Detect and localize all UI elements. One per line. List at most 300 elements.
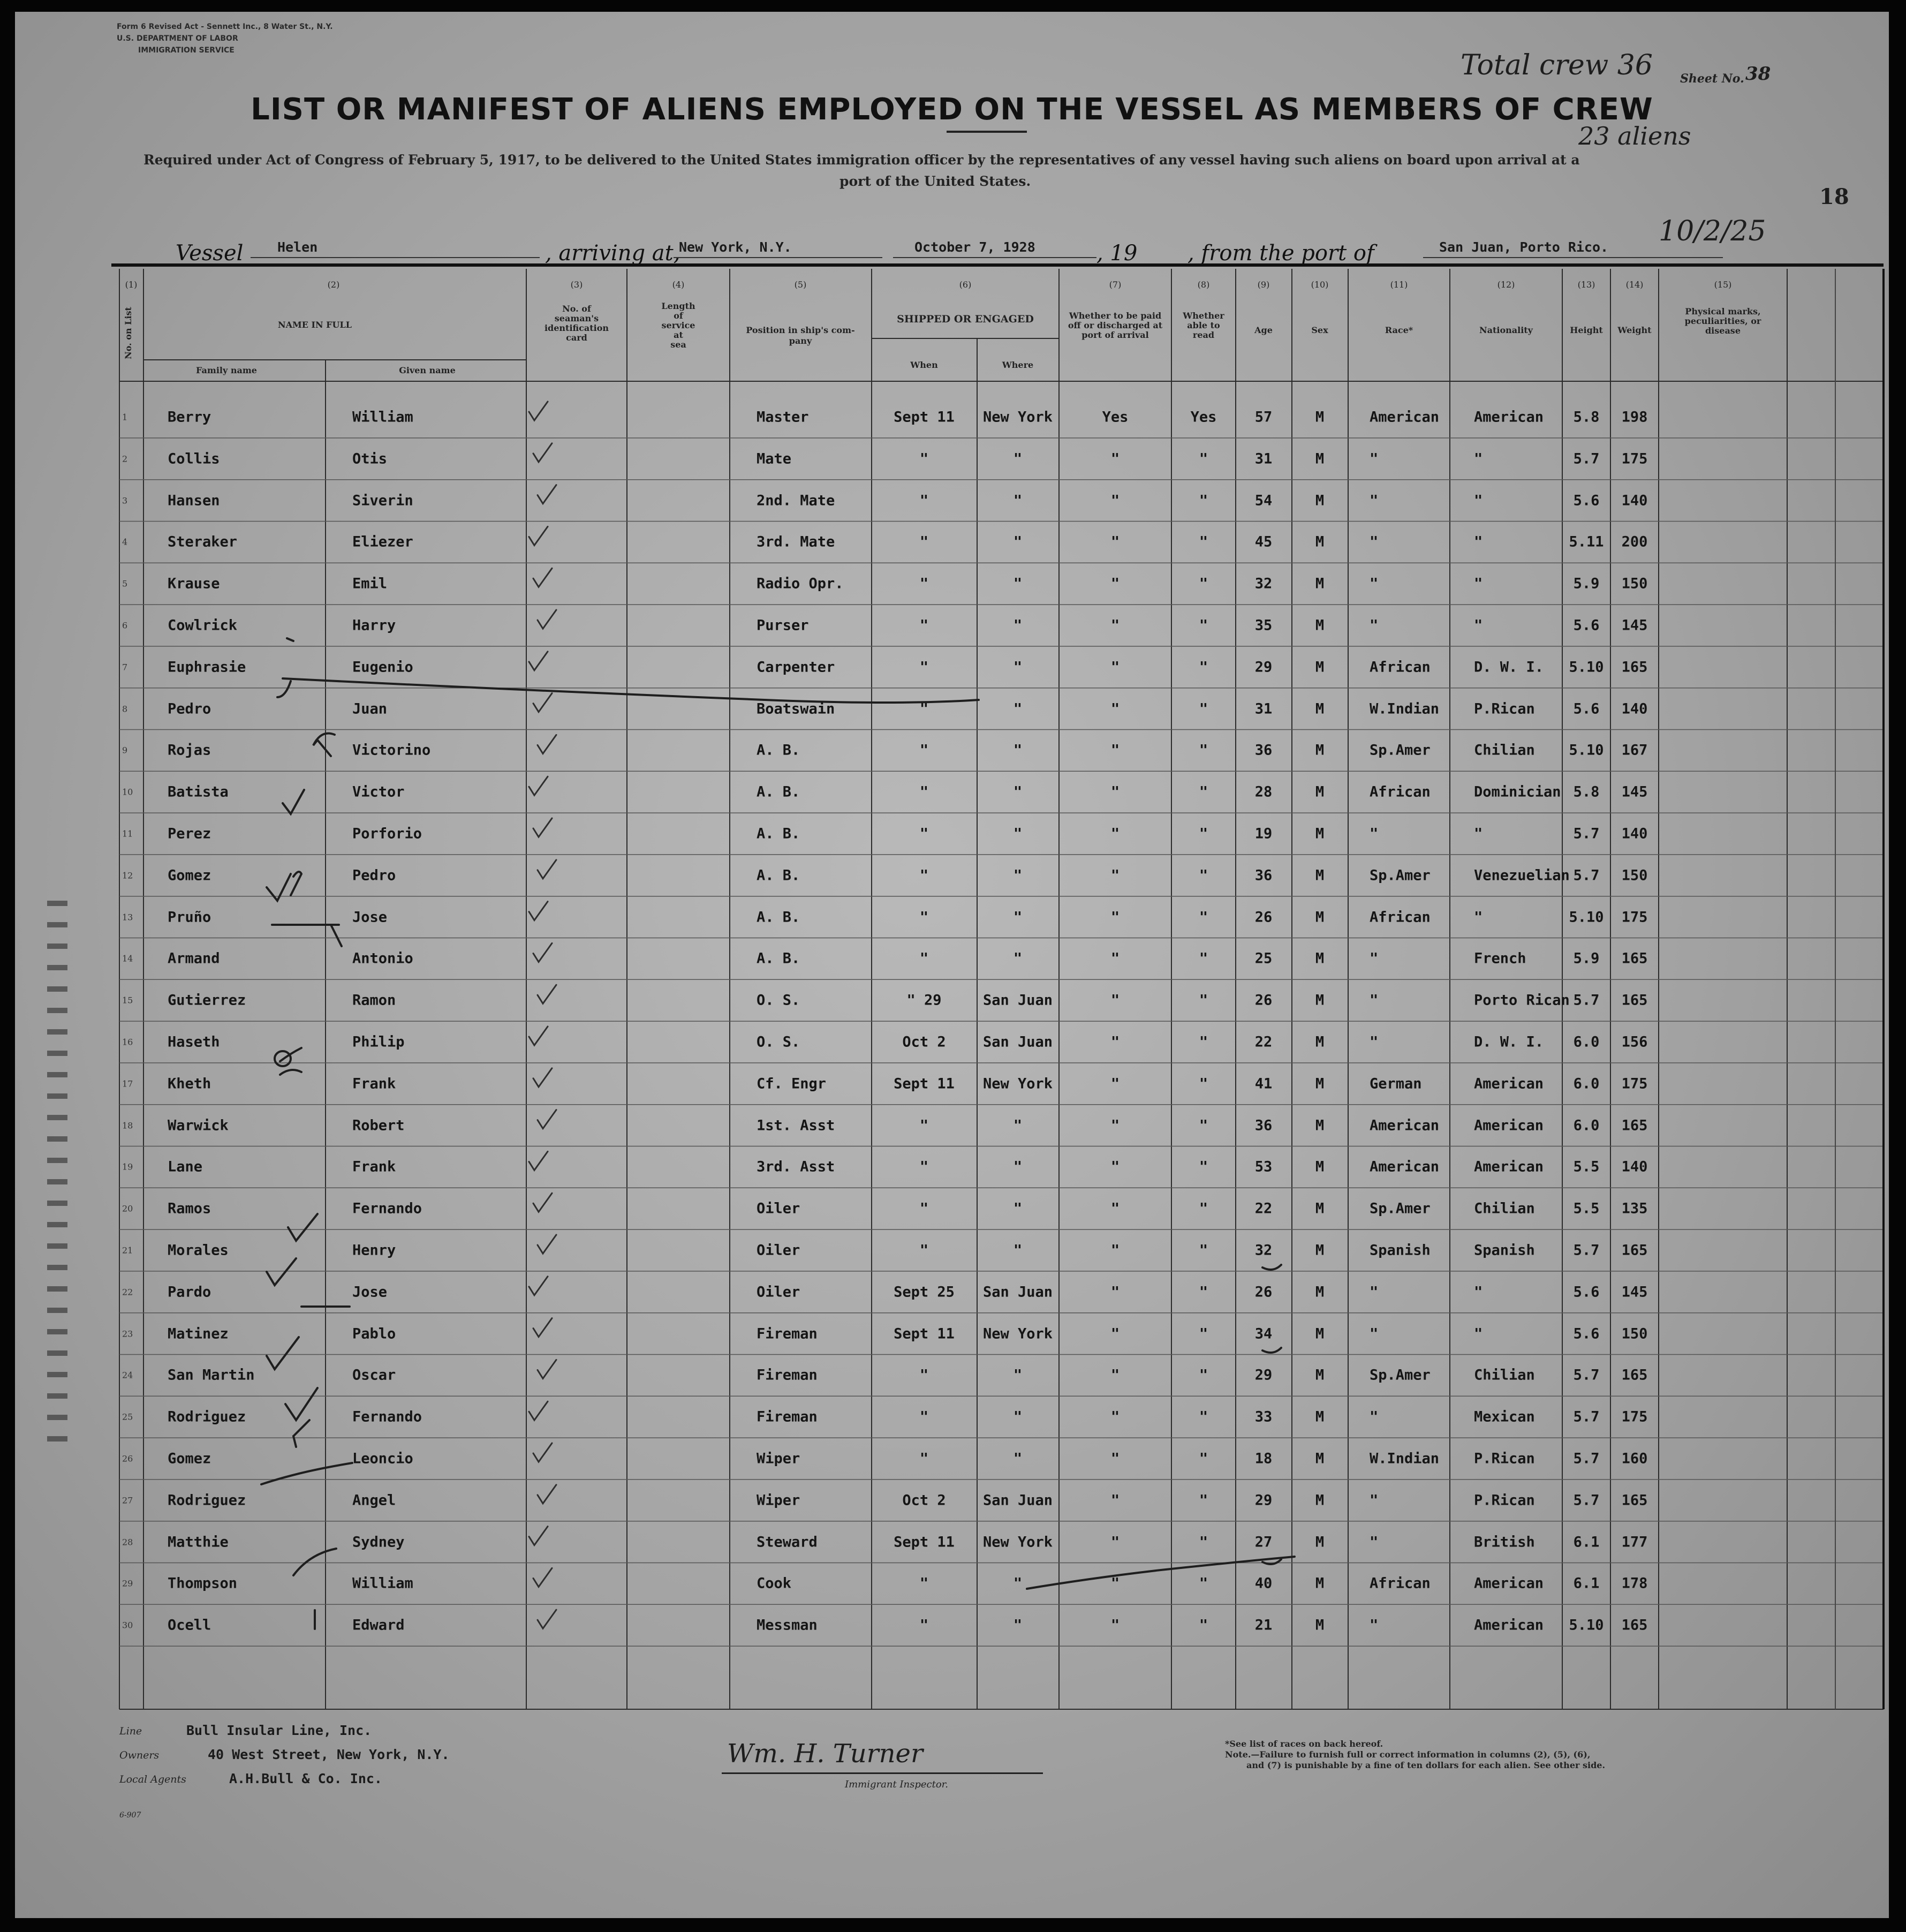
cell-height: 5.5: [1573, 1200, 1600, 1217]
cell-read: ": [1199, 825, 1208, 842]
cell-sex: M: [1315, 409, 1325, 426]
cell-family: Pruño: [168, 909, 211, 926]
cell-age: 21: [1254, 1617, 1273, 1634]
cell-height: 5.5: [1573, 1158, 1600, 1175]
cell-position: A. B.: [757, 742, 800, 759]
row-number: 13: [122, 912, 133, 923]
cell-when: ": [919, 450, 929, 467]
cell-weight: 140: [1621, 492, 1648, 509]
cell-age: 32: [1254, 1242, 1273, 1259]
cell-weight: 150: [1621, 867, 1648, 884]
cell-nationality: ": [1474, 909, 1483, 926]
cell-height: 5.9: [1573, 575, 1600, 592]
cell-where: ": [1013, 1450, 1023, 1467]
cell-weight: 165: [1621, 1492, 1648, 1509]
cell-nationality: Venezuelian: [1474, 867, 1570, 884]
arrival-date: October 7, 1928: [914, 239, 1035, 255]
cell-given: Frank: [352, 1158, 396, 1175]
col-header-id-card-2: seaman's: [554, 313, 599, 323]
cell-weight: 177: [1621, 1534, 1648, 1551]
col-num-11: (11): [1390, 280, 1408, 290]
cell-nationality: Mexican: [1474, 1408, 1535, 1425]
col-header-height: Height: [1570, 325, 1603, 335]
cell-read: ": [1199, 533, 1208, 550]
handwritten-alien-count: 23 aliens: [1578, 122, 1691, 150]
col-header-weight: Weight: [1617, 325, 1652, 335]
cell-race: ": [1370, 1534, 1379, 1551]
col-header-position-1: Position in ship's com-: [746, 325, 855, 335]
cell-paid: ": [1110, 1367, 1120, 1384]
cell-position: A. B.: [757, 909, 800, 926]
page-number: 18: [1819, 184, 1849, 209]
cell-race: Sp.Amer: [1370, 1367, 1431, 1384]
cell-where: ": [1013, 825, 1023, 842]
cell-family: Gomez: [168, 1450, 211, 1467]
col-header-given-name: Given name: [399, 365, 456, 375]
cell-weight: 140: [1621, 1158, 1648, 1175]
cell-race: American: [1370, 1117, 1440, 1134]
cell-age: 36: [1254, 867, 1273, 884]
cell-height: 5.6: [1573, 1325, 1600, 1342]
arriving-port: New York, N.Y.: [679, 239, 792, 255]
cell-weight: 178: [1621, 1575, 1648, 1592]
cell-age: 34: [1254, 1325, 1273, 1342]
cell-weight: 175: [1621, 909, 1648, 926]
cell-nationality: ": [1474, 575, 1483, 592]
cell-read: ": [1199, 1617, 1208, 1634]
cell-when: ": [919, 1367, 929, 1384]
cell-sex: M: [1315, 617, 1325, 634]
cell-family: Ocell: [168, 1617, 211, 1634]
cell-when: ": [919, 575, 929, 592]
col-header-length-2: of: [674, 311, 683, 321]
cell-weight: 140: [1621, 825, 1648, 842]
cell-given: Philip: [352, 1033, 405, 1051]
cell-position: Cook: [757, 1575, 792, 1592]
cell-position: 1st. Asst: [757, 1117, 835, 1134]
cell-where: ": [1013, 700, 1023, 718]
form-number: 6-907: [119, 1811, 141, 1820]
cell-race: Sp.Amer: [1370, 742, 1431, 759]
cell-race: Sp.Amer: [1370, 867, 1431, 884]
cell-family: Perez: [168, 825, 211, 842]
cell-nationality: D. W. I.: [1474, 1033, 1544, 1051]
cell-where: ": [1013, 575, 1023, 592]
cell-where: ": [1013, 783, 1023, 801]
row-number: 17: [122, 1078, 133, 1089]
inspector-signature: Wm. H. Turner: [727, 1739, 923, 1769]
cell-nationality: ": [1474, 533, 1483, 550]
cell-when: ": [919, 1117, 929, 1134]
cell-given: William: [352, 1575, 413, 1592]
cell-family: Hansen: [168, 492, 220, 509]
id-card-checkmark: [533, 818, 552, 837]
row-number: 15: [122, 995, 133, 1006]
cell-height: 6.0: [1573, 1117, 1600, 1134]
row-number: 3: [122, 495, 128, 506]
cell-weight: 165: [1621, 1242, 1648, 1259]
cell-given: Leoncio: [352, 1450, 413, 1467]
cell-race: ": [1370, 450, 1379, 467]
cell-height: 5.7: [1573, 1450, 1600, 1467]
col-num-14: (14): [1625, 280, 1644, 290]
cell-position: Oiler: [757, 1284, 800, 1301]
cell-when: ": [919, 617, 929, 634]
cell-position: Cf. Engr: [757, 1075, 827, 1092]
col-header-paid-off-3: port of arrival: [1081, 330, 1149, 340]
cell-given: Angel: [352, 1492, 396, 1509]
cell-age: 35: [1254, 617, 1273, 634]
col-header-sex: Sex: [1311, 325, 1328, 335]
id-card-checkmark: [529, 1027, 548, 1045]
cell-where: ": [1013, 909, 1023, 926]
cell-read: ": [1199, 617, 1208, 634]
cell-where: San Juan: [982, 1492, 1053, 1509]
cell-age: 18: [1254, 1450, 1273, 1467]
col-num-9: (9): [1257, 280, 1270, 290]
cell-weight: 145: [1621, 783, 1648, 801]
cell-read: ": [1199, 1242, 1208, 1259]
cell-nationality: P.Rican: [1474, 700, 1535, 718]
row-number: 23: [122, 1329, 133, 1339]
id-card-checkmark: [533, 1568, 552, 1587]
cell-where: ": [1013, 742, 1023, 759]
cell-paid: ": [1110, 1200, 1120, 1217]
printer-imprint: Form 6 Revised Act - Sennett Inc., 8 Water St., N.Y.: [117, 22, 333, 31]
cell-when: ": [919, 783, 929, 801]
row-number: 20: [122, 1203, 133, 1214]
cell-sex: M: [1315, 1200, 1325, 1217]
row-number: 27: [122, 1495, 133, 1506]
cell-paid: ": [1110, 1450, 1120, 1467]
cell-race: African: [1370, 659, 1431, 676]
cell-given: Otis: [352, 450, 388, 467]
id-card-checkmark: [533, 1443, 552, 1462]
cell-height: 5.10: [1569, 742, 1604, 759]
cell-height: 5.7: [1573, 992, 1600, 1009]
col-header-no: No. on List: [123, 307, 133, 359]
cell-given: Robert: [352, 1117, 405, 1134]
cell-race: W.Indian: [1370, 1450, 1440, 1467]
agents-value: A.H.Bull & Co. Inc.: [229, 1771, 382, 1786]
cell-sex: M: [1315, 533, 1325, 550]
cell-height: 5.7: [1573, 825, 1600, 842]
id-card-checkmark: [529, 902, 548, 920]
cell-age: 29: [1254, 1367, 1273, 1384]
row-number: 6: [122, 620, 128, 631]
row-number: 5: [122, 578, 128, 589]
cell-nationality: American: [1474, 1617, 1544, 1634]
cell-where: San Juan: [982, 1284, 1053, 1301]
year-label: , 19: [1096, 241, 1138, 266]
cell-age: 36: [1254, 742, 1273, 759]
cell-sex: M: [1315, 450, 1325, 467]
col-num-13: (13): [1577, 280, 1595, 290]
cell-given: Jose: [352, 1284, 388, 1301]
cell-age: 32: [1254, 575, 1273, 592]
cell-family: Rojas: [168, 742, 211, 759]
cell-when: ": [919, 533, 929, 550]
id-card-checkmark: [533, 943, 552, 962]
col-header-length-5: sea: [670, 339, 686, 350]
row-number: 28: [122, 1537, 133, 1548]
row-number: 16: [122, 1037, 133, 1047]
cell-height: 5.6: [1573, 492, 1600, 509]
cell-family: Matthie: [168, 1534, 229, 1551]
cell-sex: M: [1315, 1367, 1325, 1384]
cell-nationality: Spanish: [1474, 1242, 1535, 1259]
cell-where: ": [1013, 617, 1023, 634]
cell-family: Thompson: [168, 1575, 238, 1592]
cell-sex: M: [1315, 1117, 1325, 1134]
id-card-checkmark: [533, 1318, 552, 1337]
cell-read: ": [1199, 1492, 1208, 1509]
cell-sex: M: [1315, 1617, 1325, 1634]
row-number: 9: [122, 745, 128, 756]
cell-race: American: [1370, 409, 1440, 426]
cell-nationality: ": [1474, 1325, 1483, 1342]
col-header-length-3: service: [661, 320, 695, 330]
cell-read: ": [1199, 492, 1208, 509]
cell-weight: 165: [1621, 659, 1648, 676]
row-number: 8: [122, 704, 128, 714]
row-number: 22: [122, 1287, 133, 1297]
cell-paid: ": [1110, 1117, 1120, 1134]
cell-weight: 145: [1621, 617, 1648, 634]
cell-family: Rodriguez: [168, 1492, 246, 1509]
id-card-checkmark: [538, 1360, 556, 1378]
subtitle-line-1: Required under Act of Congress of February 5, 1917, to be delivered to the United States immigration officer by the representatives of any vessel having such aliens on board upon arrival at a: [143, 152, 1580, 168]
cell-height: 5.8: [1573, 783, 1600, 801]
cell-when: ": [919, 659, 929, 676]
cell-height: 5.10: [1569, 909, 1604, 926]
cell-nationality: American: [1474, 1075, 1544, 1092]
cell-nationality: ": [1474, 492, 1483, 509]
cell-family: Pedro: [168, 700, 211, 718]
col-num-6: (6): [959, 280, 972, 290]
cell-race: African: [1370, 909, 1431, 926]
cell-read: ": [1199, 1117, 1208, 1134]
cell-given: Oscar: [352, 1367, 396, 1384]
cell-when: " 29: [906, 992, 942, 1009]
cell-sex: M: [1315, 825, 1325, 842]
cell-sex: M: [1315, 1450, 1325, 1467]
cell-when: Oct 2: [902, 1492, 946, 1509]
cell-when: ": [919, 825, 929, 842]
cell-where: ": [1013, 533, 1023, 550]
cell-read: ": [1199, 1075, 1208, 1092]
cell-paid: ": [1110, 1033, 1120, 1051]
cell-paid: ": [1110, 1325, 1120, 1342]
cell-paid: ": [1110, 950, 1120, 967]
cell-read: ": [1199, 575, 1208, 592]
cell-where: San Juan: [982, 992, 1053, 1009]
cell-nationality: Chilian: [1474, 1367, 1535, 1384]
cell-sex: M: [1315, 1408, 1325, 1425]
cell-position: A. B.: [757, 867, 800, 884]
cell-sex: M: [1315, 1492, 1325, 1509]
page-title: LIST OR MANIFEST OF ALIENS EMPLOYED ON THE VESSEL AS MEMBERS OF CREW: [251, 92, 1653, 127]
sheet-number: 38: [1745, 63, 1771, 85]
cell-weight: 165: [1621, 992, 1648, 1009]
manifest-page: [15, 12, 1889, 1918]
cell-sex: M: [1315, 742, 1325, 759]
col-num-12: (12): [1497, 280, 1515, 290]
cell-sex: M: [1315, 659, 1325, 676]
cell-race: ": [1370, 1033, 1379, 1051]
cell-family: Morales: [168, 1242, 229, 1259]
col-header-marks-1: Physical marks,: [1685, 306, 1761, 316]
cell-weight: 167: [1621, 742, 1648, 759]
col-header-shipped-or-engaged: SHIPPED OR ENGAGED: [897, 313, 1034, 325]
cell-height: 5.11: [1569, 533, 1604, 550]
cell-weight: 165: [1621, 950, 1648, 967]
cell-when: Sept 11: [894, 1325, 955, 1342]
inspector-label: Immigrant Inspector.: [845, 1779, 949, 1790]
cell-when: ": [919, 1242, 929, 1259]
cell-nationality: ": [1474, 825, 1483, 842]
cell-race: Sp.Amer: [1370, 1200, 1431, 1217]
cell-position: 2nd. Mate: [757, 492, 835, 509]
cell-when: ": [919, 700, 929, 718]
col-header-name-in-full: NAME IN FULL: [277, 320, 352, 330]
cell-where: San Juan: [982, 1033, 1053, 1051]
line-label: Line: [119, 1725, 142, 1737]
cell-where: New York: [982, 1325, 1053, 1342]
cell-when: Oct 2: [902, 1033, 946, 1051]
cell-position: Fireman: [757, 1325, 818, 1342]
cell-race: ": [1370, 950, 1379, 967]
cell-read: ": [1199, 1408, 1208, 1425]
cell-sex: M: [1315, 950, 1325, 967]
id-card-checkmark: [529, 776, 548, 795]
col-num-15: (15): [1714, 280, 1732, 290]
cell-age: 26: [1254, 992, 1273, 1009]
cell-race: ": [1370, 533, 1379, 550]
cell-age: 33: [1254, 1408, 1273, 1425]
cell-nationality: ": [1474, 617, 1483, 634]
id-card-checkmark: [529, 1527, 548, 1545]
id-card-checkmark: [538, 735, 556, 753]
cell-nationality: American: [1474, 1158, 1544, 1175]
cell-race: ": [1370, 575, 1379, 592]
cell-family: Haseth: [168, 1033, 220, 1051]
cell-race: German: [1370, 1075, 1422, 1092]
cell-weight: 175: [1621, 450, 1648, 467]
col-header-marks-2: peculiarities, or: [1684, 316, 1761, 326]
row-number: 19: [122, 1161, 133, 1172]
cell-age: 27: [1254, 1534, 1273, 1551]
id-card-checkmark: [533, 443, 552, 462]
cell-where: ": [1013, 659, 1023, 676]
cell-sex: M: [1315, 909, 1325, 926]
cell-age: 31: [1254, 700, 1273, 718]
cell-paid: ": [1110, 742, 1120, 759]
cell-race: ": [1370, 992, 1379, 1009]
cell-position: Radio Opr.: [757, 575, 844, 592]
cell-nationality: P.Rican: [1474, 1492, 1535, 1509]
cell-read: ": [1199, 783, 1208, 801]
cell-when: ": [919, 1408, 929, 1425]
cell-given: Sydney: [352, 1534, 405, 1551]
cell-nationality: P.Rican: [1474, 1450, 1535, 1467]
col-num-2: (2): [327, 280, 340, 290]
cell-given: William: [352, 409, 413, 426]
cell-race: ": [1370, 1325, 1379, 1342]
cell-height: 6.1: [1573, 1534, 1600, 1551]
cell-where: ": [1013, 450, 1023, 467]
cell-height: 5.6: [1573, 1284, 1600, 1301]
cell-given: Victorino: [352, 742, 431, 759]
col-num-3: (3): [570, 280, 583, 290]
row-number: 12: [122, 870, 133, 881]
department-label: U.S. DEPARTMENT OF LABOR: [117, 34, 238, 43]
cell-paid: ": [1110, 575, 1120, 592]
row-number: 24: [122, 1370, 133, 1380]
id-card-checkmark: [533, 693, 552, 712]
row-number: 30: [122, 1620, 133, 1631]
id-card-checkmark: [533, 568, 552, 587]
cell-read: ": [1199, 1284, 1208, 1301]
cell-race: African: [1370, 1575, 1431, 1592]
cell-position: Fireman: [757, 1367, 818, 1384]
cell-when: ": [919, 742, 929, 759]
id-card-checkmark: [529, 1151, 548, 1170]
cell-weight: 135: [1621, 1200, 1648, 1217]
cell-when: ": [919, 1200, 929, 1217]
cell-height: 5.7: [1573, 450, 1600, 467]
cell-race: W.Indian: [1370, 700, 1440, 718]
cell-given: Harry: [352, 617, 396, 634]
cell-read: ": [1199, 950, 1208, 967]
cell-position: Master: [757, 409, 809, 426]
cell-height: 5.10: [1569, 659, 1604, 676]
row-number: 26: [122, 1453, 133, 1464]
cell-family: Cowlrick: [168, 617, 238, 634]
cell-where: ": [1013, 1200, 1023, 1217]
cell-when: Sept 11: [894, 1075, 955, 1092]
cell-read: ": [1199, 1200, 1208, 1217]
cell-read: ": [1199, 867, 1208, 884]
cell-where: ": [1013, 1367, 1023, 1384]
cell-race: ": [1370, 1284, 1379, 1301]
cell-paid: ": [1110, 533, 1120, 550]
cell-sex: M: [1315, 1325, 1325, 1342]
cell-paid: ": [1110, 1534, 1120, 1551]
cell-when: ": [919, 950, 929, 967]
cell-age: 40: [1254, 1575, 1273, 1592]
cell-height: 5.6: [1573, 617, 1600, 634]
cell-given: Pablo: [352, 1325, 396, 1342]
cell-paid: ": [1110, 1242, 1120, 1259]
row-number: 21: [122, 1245, 133, 1256]
signature-line: [722, 1772, 1043, 1774]
cell-family: Kheth: [168, 1075, 211, 1092]
cell-read: ": [1199, 992, 1208, 1009]
id-card-checkmark: [538, 1610, 556, 1628]
cell-height: 5.7: [1573, 1242, 1600, 1259]
cell-height: 5.9: [1573, 950, 1600, 967]
cell-weight: 175: [1621, 1075, 1648, 1092]
cell-paid: ": [1110, 1575, 1120, 1592]
id-card-checkmark: [538, 1110, 556, 1129]
cell-age: 57: [1254, 409, 1273, 426]
cell-weight: 165: [1621, 1117, 1648, 1134]
cell-race: ": [1370, 1617, 1379, 1634]
cell-nationality: Chilian: [1474, 742, 1535, 759]
cell-read: ": [1199, 909, 1208, 926]
cell-given: Juan: [352, 700, 388, 718]
